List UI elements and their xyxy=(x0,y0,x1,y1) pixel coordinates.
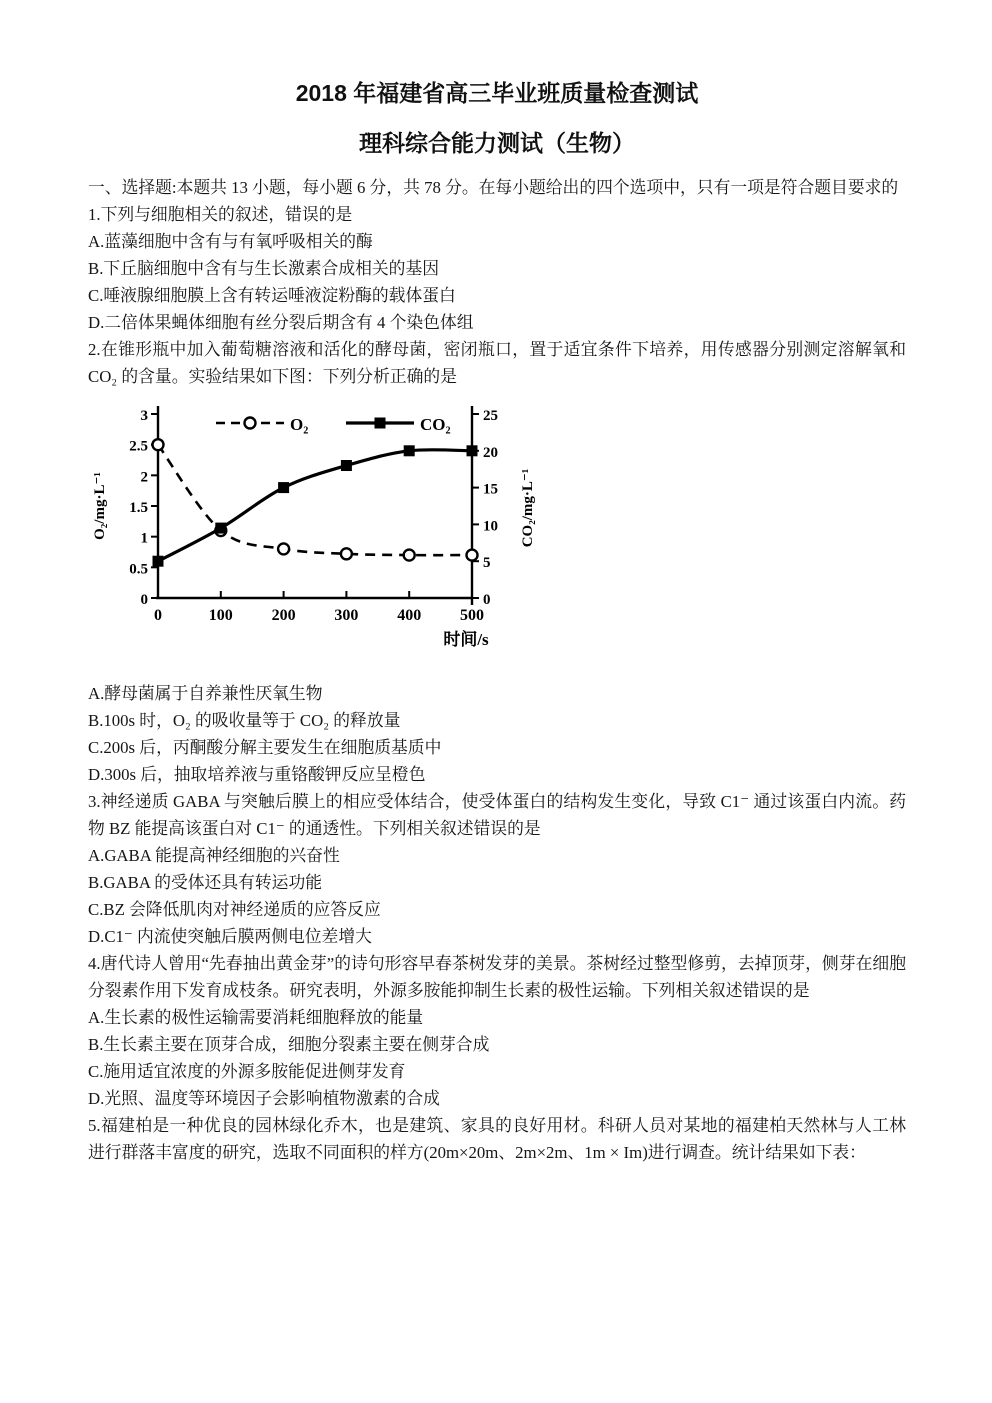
questions-container xyxy=(88,201,906,1166)
question-2-option-D: D.300s 后，抽取培养液与重铬酸钾反应呈橙色 xyxy=(88,765,426,784)
o2-data-point xyxy=(153,439,164,450)
question-4-option-B: B.生长素主要在顶芽合成，细胞分裂素主要在侧芽合成 xyxy=(88,1035,490,1054)
left-tick-label: 0.5 xyxy=(129,561,148,578)
legend-o2-marker xyxy=(245,418,256,429)
left-tick-label: 2 xyxy=(140,469,148,486)
right-tick-label: 15 xyxy=(483,481,498,498)
x-tick-label: 0 xyxy=(154,607,162,624)
question-2-option-C: C.200s 后，丙酮酸分解主要发生在细胞质基质中 xyxy=(88,738,442,757)
x-tick-label: 100 xyxy=(208,607,233,624)
right-tick-label: 5 xyxy=(483,555,491,572)
question-3-stem: 3.神经递质 GABA 与突触后膜上的相应受体结合，使受体蛋白的结构发生变化，导致 C1⁻ 通过该蛋白内流。药物 BZ 能提高该蛋白对 C1⁻ 的通透性。下列相关叙述错误的是 xyxy=(88,792,906,838)
left-axis-label: O₂/mg·L⁻¹ xyxy=(92,472,108,540)
left-tick-label: 1 xyxy=(140,530,148,547)
co2-data-point xyxy=(467,445,478,456)
right-tick-label: 20 xyxy=(483,444,498,461)
question-4-stem: 4.唐代诗人曾用“先春抽出黄金芽”的诗句形容早春茶树发芽的美景。茶树经过整型修剪，去掉顶芽，侧芽在细胞分裂素作用下发育成枝条。研究表明，外源多胺能抑制生长素的极性运输。下列相关叙述错误的是 xyxy=(88,954,906,1000)
o2-data-point xyxy=(341,548,352,559)
question-5 xyxy=(88,1112,906,1166)
page-title: 2018 年福建省高三毕业班质量检查测试 xyxy=(295,80,699,106)
question-4-option-D: D.光照、温度等环境因子会影响植物激素的合成 xyxy=(88,1089,440,1108)
co2-data-point xyxy=(215,523,226,534)
question-4-option-A: A.生长素的极性运输需要消耗细胞释放的能量 xyxy=(88,1008,424,1027)
question-3-option-B: B.GABA 的受体还具有转运功能 xyxy=(88,873,323,892)
co2-data-point xyxy=(404,445,415,456)
x-axis-label: 时间/s xyxy=(443,630,489,649)
question-1-option-C: C.唾液腺细胞膜上含有转运唾液淀粉酶的载体蛋白 xyxy=(88,286,456,305)
question-2-option-B: B.100s 时，O₂ 的吸收量等于 CO₂ 的释放量 xyxy=(88,711,401,730)
dissolved-o2-co2-chart xyxy=(90,398,542,670)
left-tick-label: 3 xyxy=(140,408,148,424)
question-2-option-A: A.酵母菌属于自养兼性厌氧生物 xyxy=(88,684,323,703)
legend-co2-marker xyxy=(375,418,386,429)
legend-o2-label: O₂ xyxy=(290,415,309,434)
left-tick-label: 0 xyxy=(140,592,148,608)
right-axis-label: CO₂/mg·L⁻¹ xyxy=(520,468,536,548)
x-tick-label: 500 xyxy=(460,607,484,624)
co2-series-line xyxy=(158,450,472,561)
question-1-option-B: B.下丘脑细胞中含有与生长激素合成相关的基因 xyxy=(88,259,440,278)
left-tick-label: 1.5 xyxy=(129,500,148,516)
x-tick-label: 300 xyxy=(334,607,359,624)
x-tick-label: 200 xyxy=(271,607,296,624)
page-subtitle: 理科综合能力测试（生物） xyxy=(359,130,635,156)
question-3-option-A: A.GABA 能提高神经细胞的兴奋性 xyxy=(88,846,340,865)
right-tick-label: 10 xyxy=(483,518,498,535)
question-2 xyxy=(88,336,906,788)
o2-data-point xyxy=(404,550,415,561)
section-header: 一、选择题:本题共 13 小题，每小题 6 分，共 78 分。在每小题给出的四个选项中，只有一项是符合题目要求的 xyxy=(88,178,899,197)
chart-svg xyxy=(90,398,542,670)
x-tick-label: 400 xyxy=(397,607,422,624)
question-2-stem: 2.在锥形瓶中加入葡萄糖溶液和活化的酵母菌，密闭瓶口，置于适宜条件下培养，用传感器分别测定溶解氧和 CO₂ 的含量。实验结果如下图：下列分析正确的是 xyxy=(88,340,906,386)
question-1-option-A: A.蓝藻细胞中含有与有氧呼吸相关的酶 xyxy=(88,232,373,251)
question-3 xyxy=(88,788,906,950)
question-1 xyxy=(88,201,906,336)
question-4 xyxy=(88,950,906,1112)
question-5-stem: 5.福建柏是一种优良的园林绿化乔木，也是建筑、家具的良好用材。科研人员对某地的福建柏天然林与人工林进行群落丰富度的研究，选取不同面积的样方(20m×20m、2m×2m、1m × Im)进行调查。统计结果如下表： xyxy=(88,1116,906,1162)
question-4-option-C: C.施用适宜浓度的外源多胺能促进侧芽发育 xyxy=(88,1062,406,1081)
co2-data-point xyxy=(341,460,352,471)
right-tick-label: 0 xyxy=(483,592,491,608)
question-3-option-C: C.BZ 会降低肌肉对神经递质的应答反应 xyxy=(88,900,381,919)
co2-data-point xyxy=(278,482,289,493)
question-1-stem: 1.下列与细胞相关的叙述，错误的是 xyxy=(88,205,353,224)
right-tick-label: 25 xyxy=(483,408,498,424)
o2-data-point xyxy=(278,543,289,554)
question-1-option-D: D.二倍体果蝇体细胞有丝分裂后期含有 4 个染色体组 xyxy=(88,313,474,332)
co2-data-point xyxy=(153,556,164,567)
left-tick-label: 2.5 xyxy=(129,438,148,455)
legend-co2-label: CO₂ xyxy=(420,415,451,434)
o2-data-point xyxy=(467,550,478,561)
question-3-option-D: D.C1⁻ 内流使突触后膜两侧电位差增大 xyxy=(88,927,372,946)
